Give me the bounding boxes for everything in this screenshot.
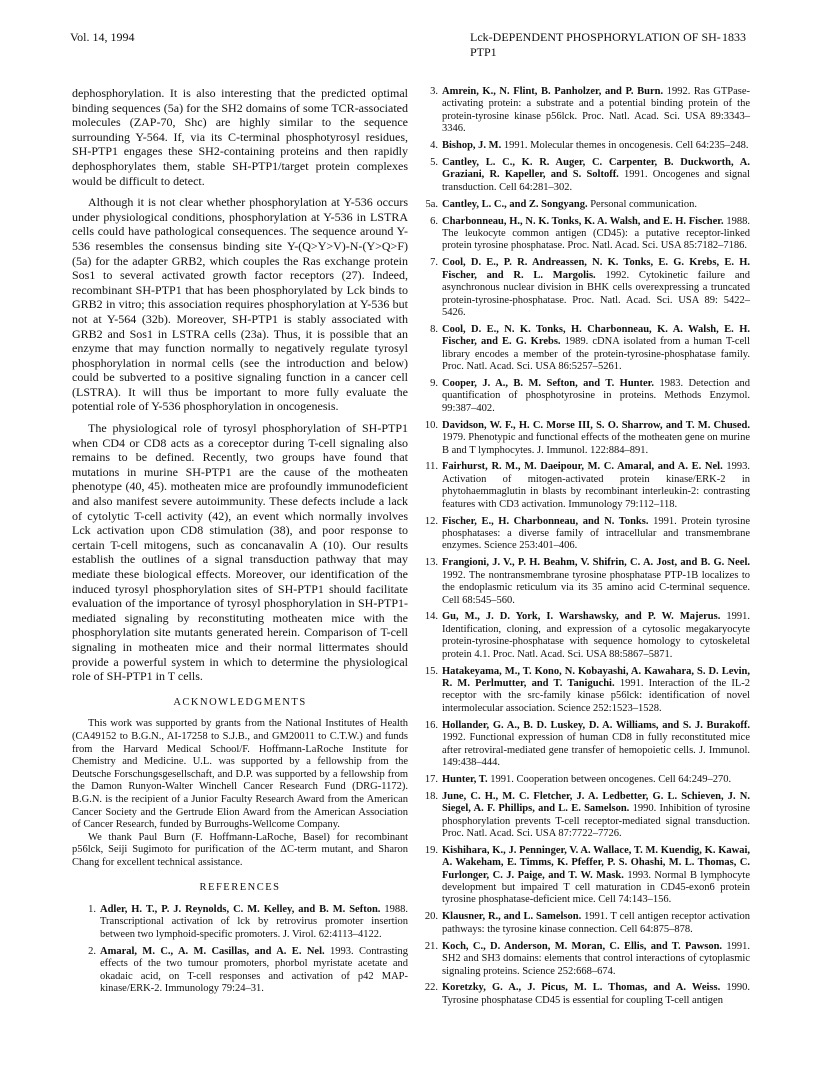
reference-item (412, 720, 750, 770)
reference-number: 5a. (425, 198, 438, 210)
reference-item (412, 199, 750, 211)
body-paragraph: Although it is not clear whether phosphorylation at Y-536 occurs under physiological conditions, phosphorylation at Y-536 in LSTRA cells could have pathological consequences. The sequence around Y-536 resembles the consensus binding site Y-(Q>Y>V)-N-(Y>Q>F) (5a) for the adapter GRB2, which couples the Ras exchange protein Sos1 to several activated growth factor receptors (27). Indeed, recombinant SH-PTP1 that has been phosphorylated by Lck binds to GRB2 in vitro; this association requires phosphorylation at Y-536 but not at Y-564 (32b). Moreover, SH-PTP1 is stably associated with GRB2 and Sos1 in LSTRA cells (23a). Thus, it is possible that an enzyme that may function normally to negatively regulate tyrosyl phosphorylation in normal cells (see the introduction and below) could be subverted to a positive signaling function in a cancer cell (LSTRA). It will thus be important to more fully evaluate the potential role of Y-536 phosphorylation in oncogenesis. (72, 195, 408, 414)
reference-number: 21. (424, 940, 438, 952)
reference-number: 1. (88, 904, 96, 916)
reference-item (412, 666, 750, 716)
left-column (72, 86, 408, 1000)
reference-item (412, 140, 750, 152)
reference-text: 1992. The nontransmembrane tyrosine phosphatase PTP-1B localizes to the endoplasmic reticulum via its 35 amino acid C-terminal sequence. Cell 68:545–560. (442, 569, 750, 606)
reference-authors: Klausner, R., and L. Samelson. (442, 911, 582, 923)
reference-item (412, 86, 750, 136)
reference-authors: Hatakeyama, M., T. Kono, N. Kobayashi, A. Kawahara, S. D. Levin, R. M. Perlmutter, and T. Taniguchi. (442, 665, 750, 689)
reference-text: 1991. Cooperation between oncogenes. Cell 64:249–270. (490, 773, 732, 785)
reference-number: 17. (424, 773, 438, 785)
reference-text: 1993. Contrasting effects of the two tumour promoters, phorbol myristate acetate and okadaic acid, on T-cell responses and activation of p42 MAP-kinase/ERK-2. Immunology 79:24–31. (100, 945, 409, 994)
page-number: 1833 (722, 30, 746, 44)
reference-number: 15. (424, 665, 438, 677)
reference-text: 1990. Inhibition of tyrosine phosphorylation prevents T-cell receptor-mediated signal transduction. Proc. Natl. Acad. Sci. USA 87:7722–7726. (442, 803, 750, 839)
reference-authors: Cooper, J. A., B. M. Sefton, and T. Hunter. (442, 378, 654, 390)
reference-authors: Frangioni, J. V., P. H. Beahm, V. Shifrin, C. A. Jost, and B. G. Neel. (442, 557, 750, 569)
reference-item (412, 461, 750, 511)
reference-authors: Kishihara, K., J. Penninger, V. A. Wallace, T. M. Kuendig, K. Kawai, A. Wakeham, E. Timms, K. Pfeffer, P. S. Ohashi, M. L. Thomas, C. Furlonger, C. J. Paige, and T. W. Mask. (442, 844, 750, 881)
reference-item (412, 845, 750, 907)
reference-item (412, 911, 750, 936)
reference-number: 20. (424, 911, 438, 923)
reference-item (412, 774, 750, 786)
reference-number: 5. (430, 157, 438, 169)
reference-item (412, 324, 750, 374)
reference-number: 9. (430, 378, 438, 390)
reference-authors: Hunter, T. (442, 773, 488, 785)
reference-number: 12. (424, 515, 438, 527)
acknowledgments-paragraph: This work was supported by grants from the National Institutes of Health (CA49152 to B.G.N., AI-17258 to S.J.B., and GM20011 to C.T.W.) and funds from the Harvard Medical School/F. Hoffmann-LaRoche Institute for Chemistry and Medicine. U.L. was supported by a fellowship from the Deutsche Forschungsgesellschaft, and D.P. was supported by a fellowship from the Damon Runyon-Walter Winchell Cancer Research Fund (DRG-1172). B.G.N. is the recipient of a Junior Faculty Research Award from the American Cancer Society and the Gertrude Elion Award from the American Association of Cancer Research, funded by Burroughs-Wellcome Company. (72, 718, 408, 831)
reference-item (412, 982, 750, 1007)
reference-authors: Koch, C., D. Anderson, M. Moran, C. Ellis, and T. Pawson. (442, 940, 723, 952)
reference-number: 18. (424, 790, 438, 802)
reference-authors: Amrein, K., N. Flint, B. Panholzer, and P. Burn. (442, 86, 664, 97)
reference-number: 7. (430, 257, 438, 269)
reference-text: 1989. cDNA isolated from a human T-cell library encodes a member of the protein-tyrosine-phosphatase family. Proc. Natl. Acad. Sci. USA 86:5257–5261. (442, 336, 750, 373)
reference-item (412, 378, 750, 415)
reference-text: 1991. Protein tyrosine phosphatases: a diverse family of intracellular and transmembrane enzymes. Science 253:401–406. (442, 515, 750, 552)
body-paragraph: The physiological role of tyrosyl phosphorylation of SH-PTP1 when CD4 or CD8 acts as a coreceptor during T-cell signaling also remains to be defined. Recently, two groups have found that mutations in murine SH-PTP1 are the cause of the motheaten phenotype (40, 45). motheaten mice are profoundly immunodeficient and also manifest severe autoimmunity. These defects include a lack of cytolytic T-cell activity (42), an event which normally involves Lck activation upon CD8 stimulation (38), and poor response to certain T-cell mitogens, such as concanavalin A (10). Our results establish the outlines of a signal transduction pathway that may mediate these biological effects. Moreover, our identification of the induced tyrosyl phosphorylation sites of SH-PTP1 should facilitate evaluation of the importance of tyrosyl phosphorylation in SH-PTP1-mediated signaling by reconstituting motheaten mice with the phosphorylation site mutants generated herein. Comparison of T-cell signaling in motheaten mice and their normal littermates should provide a powerful system in which to determine the physiological role of SH-PTP1 in T cells. (72, 421, 408, 684)
acknowledgments-section (72, 696, 408, 870)
reference-item (412, 791, 750, 841)
reference-number: 14. (424, 611, 438, 623)
reference-number: 6. (430, 215, 438, 227)
right-column (412, 86, 750, 1012)
reference-text: 1991. SH2 and SH3 domains: elements that control interactions of cytoplasmic signaling proteins. Science 252:668–674. (442, 940, 750, 977)
reference-authors: Bishop, J. M. (442, 140, 502, 152)
reference-number: 16. (424, 719, 438, 731)
reference-text: 1992. Cytokinetic failure and asynchronous nuclear division in BHK cells overexpressing a truncated protein-tyrosine-phosphatase. Proc. Natl. Acad. Sci. USA 89: 5422–5426. (442, 269, 751, 318)
reference-text: 1992. Functional expression of human CD8 in fully reconstituted mice after retroviral-mediated gene transfer of hemopoietic cells. J. Immunol. 149:438–444. (442, 732, 750, 768)
reference-item (412, 516, 750, 553)
reference-authors: Cool, D. E., P. R. Andreassen, N. K. Tonks, E. G. Krebs, E. H. Fischer, and R. L. Margolis. (442, 257, 750, 281)
reference-authors: Gu, M., J. D. York, I. Warshawsky, and P. W. Majerus. (442, 611, 721, 623)
reference-authors: Cool, D. E., N. K. Tonks, H. Charbonneau, K. A. Walsh, E. H. Fischer, and E. G. Krebs. (442, 323, 750, 348)
reference-authors: Fairhurst, R. M., M. Daeipour, M. C. Amaral, and A. E. Nel. (442, 461, 723, 473)
reference-text: 1993. Activation of mitogen-activated protein kinase/ERK-2 in phytohaemmaglutin in blasts by recombinant interleukin-2: contrasting features with CD3 activation. Immunology 79:112–118. (442, 461, 750, 510)
reference-number: 19. (424, 844, 438, 856)
reference-number: 8. (430, 323, 438, 335)
reference-number: 10. (424, 419, 438, 431)
reference-text: 1993. Normal B lymphocyte development but impaired T cell maturation in CD45-exon6 protein tyrosine phosphatase-deficient mice. Cell 74:143–156. (442, 869, 751, 906)
acknowledgments-paragraph: We thank Paul Burn (F. Hoffmann-LaRoche, Basel) for recombinant p56lck, Seiji Sugimoto for purification of the ΔC-term mutant, and Sharon Chang for excellent technical assistance. (72, 831, 408, 868)
reference-list (72, 904, 408, 995)
reference-number: 2. (88, 945, 96, 957)
volume-label: Vol. 14, 1994 (70, 30, 135, 44)
reference-list (412, 86, 750, 1007)
reference-authors: Cantley, L. C., and Z. Songyang. (442, 198, 588, 210)
reference-item (412, 257, 750, 319)
reference-text: 1991. T cell antigen receptor activation pathways: the tyrosine kinase connection. Cell 64:875–878. (442, 911, 751, 935)
reference-item (412, 611, 750, 661)
reference-text: Personal communication. (590, 198, 697, 210)
reference-item (412, 420, 750, 457)
reference-text: 1988. Transcriptional activation of lck by retrovirus promoter insertion between two lymphoid-specific promoters. J. Virol. 62:4113–4122. (100, 904, 409, 940)
reference-text: 1991. Interaction of the IL-2 receptor with the src-family kinase p56lck: identification of novel intermolecular association. Science 252:1523–1528. (442, 677, 750, 714)
reference-authors: Fischer, E., H. Charbonneau, and N. Tonks. (442, 515, 649, 527)
reference-number: 11. (425, 461, 438, 473)
reference-item (412, 216, 750, 253)
reference-text: 1979. Phenotypic and functional effects of the motheaten gene on murine B and T lymphocytes. J. Immunol. 122:884–891. (442, 432, 751, 456)
reference-number: 22. (424, 982, 438, 994)
reference-item (412, 941, 750, 978)
reference-text: 1991. Molecular themes in oncogenesis. Cell 64:235–248. (503, 140, 749, 152)
reference-authors: Amaral, M. C., A. M. Casillas, and A. E. Nel. (100, 945, 325, 957)
reference-authors: Hollander, G. A., B. D. Luskey, D. A. Williams, and S. J. Burakoff. (442, 719, 750, 731)
reference-text: 1983. Detection and quantification of phosphotyrosine in proteins. Methods Enzymol. 99:387–402. (442, 378, 750, 414)
references-heading: REFERENCES (199, 882, 281, 894)
reference-text: 1990. Tyrosine phosphatase CD45 is essential for coupling T-cell antigen (442, 982, 751, 1006)
reference-authors: Koretzky, G. A., J. Picus, M. L. Thomas, and A. Weiss. (442, 982, 721, 994)
reference-number: 3. (430, 86, 438, 97)
reference-authors: Adler, H. T., P. J. Reynolds, C. M. Kelley, and B. M. Sefton. (100, 904, 381, 916)
reference-item (72, 904, 408, 941)
body-paragraph: dephosphorylation. It is also interesting that the predicted optimal binding sequences (5a) for the SH2 domains of some TCR-associated molecules (ZAP-70, Shc) are highly similar to the sequence surrounding Y-564. If, via its C-terminal phosphotyrosyl residues, SH-PTP1 engages these SH2-containing proteins and then rapidly dephosphorylates them, stable SH-PTP1/target protein complexes would be difficult to detect. (72, 86, 408, 188)
acknowledgments-heading: ACKNOWLEDGMENTS (173, 696, 307, 708)
reference-text: 1992. Ras GTPase-activating protein: a substrate and a potential binding protein of the protein-tyrosine kinase p56lck. Proc. Natl. Acad. Sci. USA 89:3343–3346. (442, 86, 751, 135)
reference-text: 1988. The leukocyte common antigen (CD45): a putative receptor-linked protein tyrosine phosphatase. Proc. Natl. Acad. Sci. USA 85:7182–7186. (442, 215, 750, 252)
reference-number: 13. (424, 557, 438, 569)
reference-text: 1991. Oncogenes and signal transduction. Cell 64:281–302. (442, 169, 750, 193)
reference-authors: Cantley, L. C., K. R. Auger, C. Carpenter, B. Duckworth, A. Graziani, R. Kapeller, and S. Soltoff. (442, 157, 750, 181)
reference-item (72, 946, 408, 996)
reference-authors: Davidson, W. F., H. C. Morse III, S. O. Sharrow, and T. M. Chused. (442, 419, 750, 431)
running-title: Lck-DEPENDENT PHOSPHORYLATION OF SH-PTP1 (470, 30, 721, 59)
reference-item (412, 557, 750, 607)
reference-authors: Charbonneau, H., N. K. Tonks, K. A. Walsh, and E. H. Fischer. (442, 215, 724, 227)
reference-item (412, 157, 750, 194)
reference-text: 1991. Identification, cloning, and expression of a cytosolic megakaryocyte protein-tyrosine-phosphatase with sequence homology to cytoskeletal protein 4.1. Proc. Natl. Acad. Sci. USA 88:5867–5871. (442, 611, 750, 660)
running-header (70, 30, 746, 59)
reference-authors: June, C. H., M. C. Fletcher, J. A. Ledbetter, G. L. Schieven, J. N. Siegel, A. F. Phillips, and L. E. Samelson. (442, 790, 750, 815)
reference-number: 4. (430, 140, 438, 152)
